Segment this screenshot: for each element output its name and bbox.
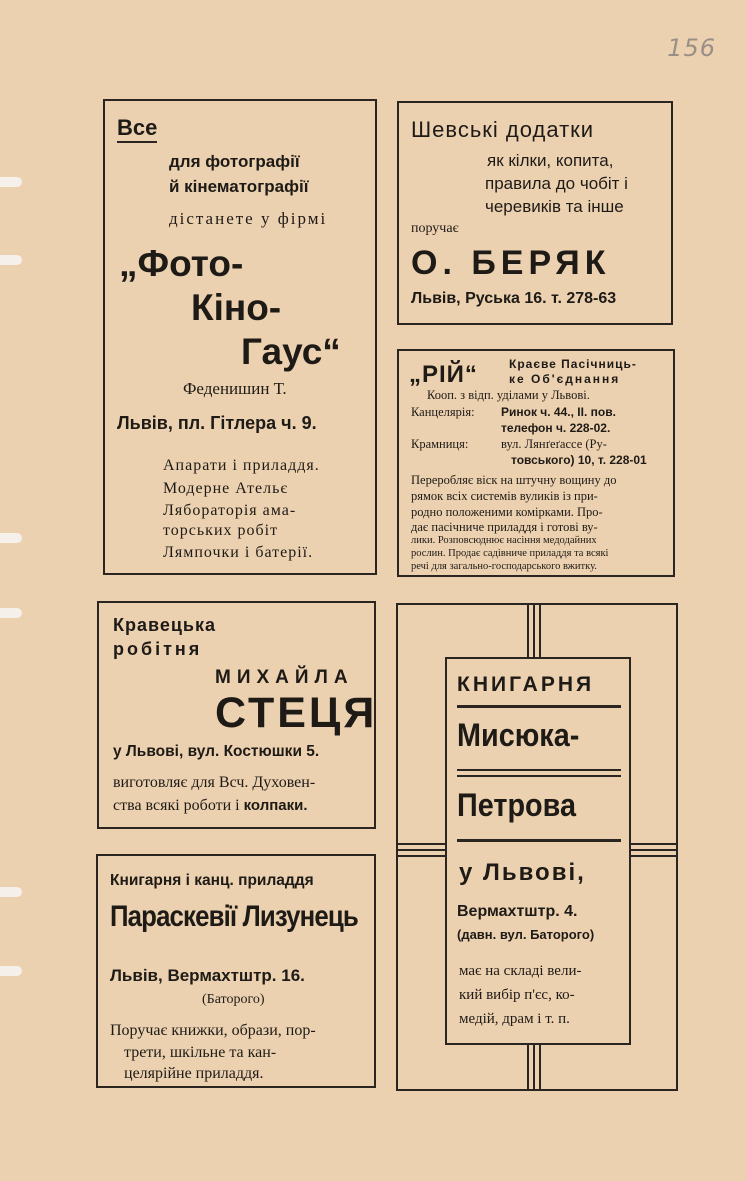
ad1-firm-name: Гаус“ — [241, 331, 341, 372]
ad2-name: О. БЕРЯК — [411, 244, 611, 282]
ad1-item: Модерне Ательє — [163, 480, 289, 497]
ad4-address: у Львові, вул. Костюшки 5. — [113, 743, 320, 760]
binding-hole — [0, 608, 22, 618]
ad1-item: Апарати і приладдя. — [163, 457, 320, 474]
ad6-divider — [457, 775, 621, 777]
ornament-rule — [631, 849, 676, 851]
ad2-line: черевиків та інше — [485, 197, 624, 216]
ornament-rule — [398, 855, 445, 857]
ad6-address: Вермахтштр. 4. — [457, 903, 578, 920]
ad-foto-kino-gaus — [103, 99, 377, 575]
ad-lyzunets — [96, 854, 376, 1088]
ornament-rule — [398, 849, 445, 851]
ad3-line: Краєве Пасічниць- — [509, 357, 637, 371]
ad6-inner-frame — [445, 657, 631, 1045]
ad4-line-part: колпаки. — [243, 797, 308, 814]
ad-beryak — [397, 101, 673, 325]
ad6-address-old: (давн. вул. Баторого) — [457, 927, 595, 942]
ad6-divider — [457, 839, 621, 842]
ad3-line: родно положеними комірками. Про- — [411, 505, 603, 519]
ad6-name: Мисюка- — [457, 717, 580, 753]
ad3-line: ке Об'єднання — [509, 372, 621, 386]
ad6-line: медій, драм і т. п. — [459, 1011, 570, 1027]
ad3-line: Переробляє віск на штучну вощину до — [411, 473, 617, 487]
ad-rij — [397, 349, 675, 577]
ad5-line: целярійне приладдя. — [124, 1065, 264, 1082]
ornament-rule — [539, 605, 541, 657]
ad6-line: кий вибір п'єс, ко- — [459, 987, 575, 1003]
ornament-rule — [631, 855, 676, 857]
ad6-city: у Львові, — [459, 859, 586, 886]
ad3-line: лики. Розповсюднює насіння медодайних — [411, 535, 597, 546]
ad2-line: як кілки, копита, — [487, 151, 614, 170]
ad4-name: СТЕЦЯ — [215, 689, 378, 737]
ad4-line: робітня — [113, 639, 203, 659]
ad-stetsya — [97, 601, 376, 829]
ad5-address: Львів, Вермахтштр. 16. — [110, 966, 305, 985]
ornament-rule — [533, 605, 535, 657]
ad2-line: поручає — [411, 221, 459, 236]
ad1-item: Лямпочки і батерії. — [163, 544, 314, 561]
ad1-firm-name: Кіно- — [191, 287, 282, 328]
ornament-rule — [398, 843, 445, 845]
ad3-line: дає пасічниче приладдя і готові ву- — [411, 520, 598, 534]
ad4-line-part: ства всякі роботи і — [113, 797, 244, 814]
ad4-line — [113, 797, 308, 815]
ad1-item: Лябораторія ама- — [163, 502, 297, 519]
ad4-line: МИХАЙЛА — [215, 667, 354, 688]
ad1-heading: Все — [117, 115, 157, 143]
binding-hole — [0, 887, 22, 897]
ad1-line: для фотографії — [169, 152, 300, 171]
ad3-line: Ринок ч. 44., II. пов. — [501, 405, 616, 419]
ad2-heading: Шевські додатки — [411, 117, 595, 142]
ad4-line: виготовляє для Всч. Духовен- — [113, 774, 316, 791]
ad3-line: телефон ч. 228-02. — [501, 421, 611, 435]
ad1-firm-name: „Фото- — [119, 243, 244, 284]
ad3-line: Канцелярія: — [411, 405, 475, 419]
ad4-line: Кравецька — [113, 615, 216, 635]
ad5-line: (Баторого) — [202, 992, 265, 1007]
ad5-line: Книгарня і канц. приладдя — [110, 872, 314, 889]
ad3-line: Кооп. з відп. уділами у Львові. — [427, 388, 590, 402]
ad3-line: рямок всіх системів вуликів із при- — [411, 489, 598, 503]
binding-hole — [0, 966, 22, 976]
ad3-line: вул. Лянґеґассе (Ру- — [501, 437, 607, 451]
binding-hole — [0, 177, 22, 187]
ad5-line: Поручає книжки, образи, пор- — [110, 1022, 316, 1039]
ad6-divider — [457, 705, 621, 708]
ornament-rule — [527, 605, 529, 657]
ad2-line: правила до чобіт і — [485, 174, 628, 193]
ornament-rule — [533, 1045, 535, 1089]
ornament-rule — [527, 1045, 529, 1089]
ad6-name: Петрова — [457, 787, 576, 823]
ad1-line: дістанете у фірмі — [169, 209, 328, 228]
ad6-heading: КНИГАРНЯ — [457, 673, 595, 696]
ad5-name: Параскевії Лизунець — [110, 900, 358, 933]
ad3-line: товського) 10, т. 228-01 — [511, 453, 647, 467]
ad1-address: Львів, пл. Гітлера ч. 9. — [117, 413, 317, 433]
ad3-line: Крамниця: — [411, 437, 469, 451]
ad3-line: рослин. Продає садівниче приладдя та всякі — [411, 548, 609, 559]
ad1-line: й кінематографії — [169, 177, 309, 196]
ad2-address: Львів, Руська 16. т. 278-63 — [411, 290, 617, 307]
ad6-divider — [457, 769, 621, 771]
ad-mysiuka-petrova — [396, 603, 678, 1091]
ad6-line: має на складі вели- — [459, 963, 582, 979]
ad1-owner: Феденишин Т. — [183, 379, 287, 398]
ad1-item: торських робіт — [163, 522, 279, 539]
binding-hole — [0, 255, 22, 265]
binding-hole — [0, 533, 22, 543]
ad3-line: речі для загально-господарського вжитку. — [411, 561, 597, 572]
ornament-rule — [539, 1045, 541, 1089]
ad3-logo: „РІЙ“ — [409, 361, 478, 388]
ad5-line: трети, шкільне та кан- — [124, 1044, 277, 1061]
ornament-rule — [631, 843, 676, 845]
page-number: 156 — [667, 34, 716, 62]
